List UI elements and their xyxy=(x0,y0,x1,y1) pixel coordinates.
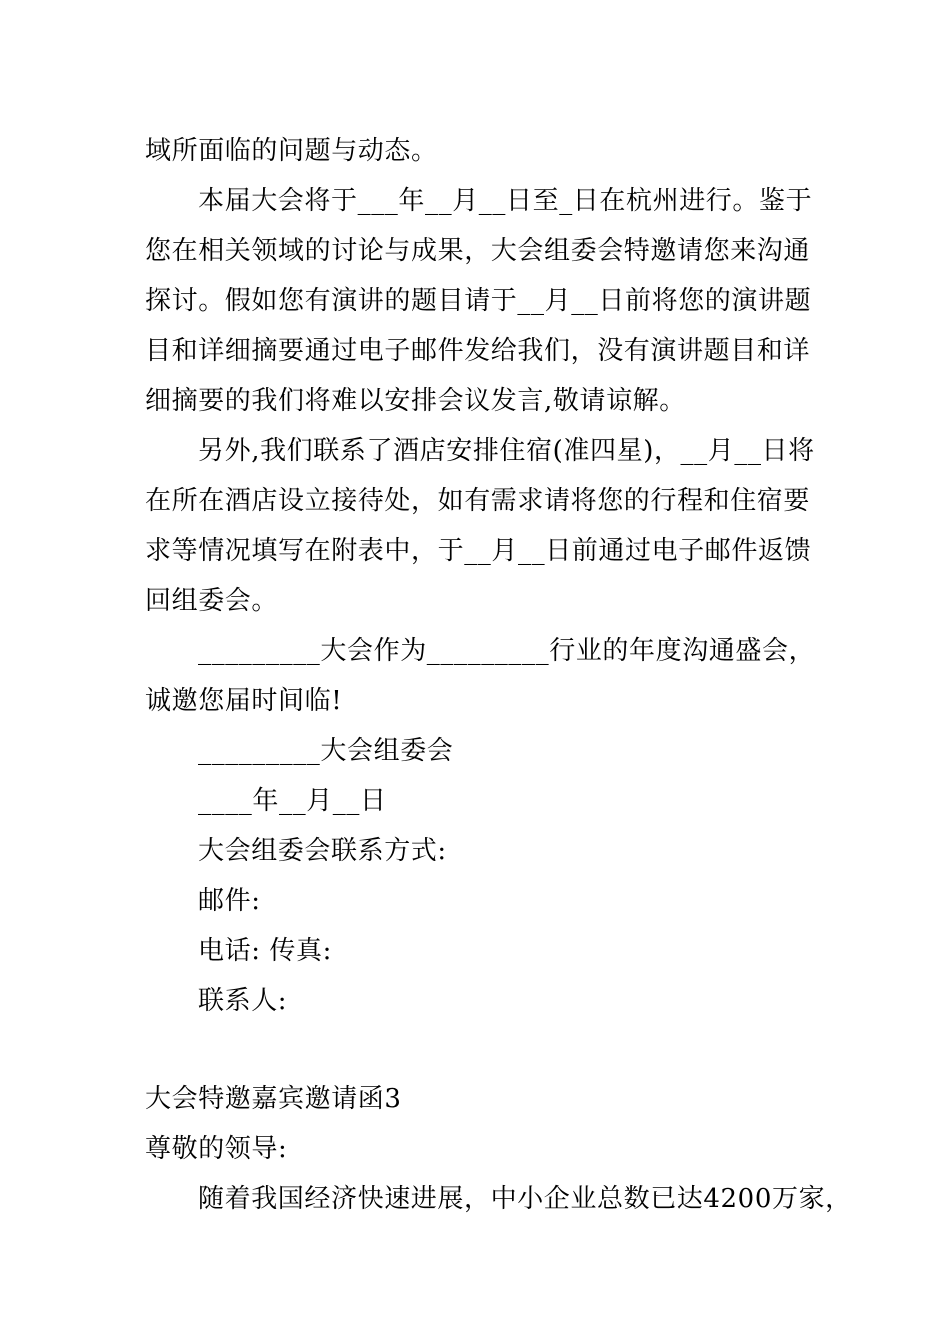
paragraph-line: 域所面临的问题与动态。 xyxy=(145,136,438,166)
paragraph-line: 回组委会。 xyxy=(145,586,279,616)
paragraph-line: 随着我国经济快速进展，中小企业总数已达4200万家， xyxy=(198,1184,852,1214)
paragraph-line: 在所在酒店设立接待处，如有需求请将您的行程和住宿要 xyxy=(145,486,811,516)
paragraph-line: 探讨。假如您有演讲的题目请于__月__日前将您的演讲题 xyxy=(145,286,812,316)
contact-phone-fax: 电话: 传真: xyxy=(198,936,332,966)
signature-organizer: _________大会组委会 xyxy=(198,736,454,766)
contact-email: 邮件: xyxy=(198,886,261,916)
salutation: 尊敬的领导: xyxy=(145,1134,288,1164)
paragraph-line: 求等情况填写在附表中，于__月__日前通过电子邮件返馈 xyxy=(145,536,812,566)
signature-date: ____年__月__日 xyxy=(198,786,387,816)
paragraph-line: 细摘要的我们将难以安排会议发言,敬请谅解。 xyxy=(145,386,686,416)
paragraph-line: 您在相关领域的讨论与成果，大会组委会特邀请您来沟通 xyxy=(145,236,811,266)
paragraph-line: 诚邀您届时间临! xyxy=(145,686,343,716)
section-title: 大会特邀嘉宾邀请函3 xyxy=(145,1084,402,1114)
paragraph-line: 另外,我们联系了酒店安排住宿(准四星)，__月__日将 xyxy=(198,436,815,466)
paragraph-line: _________大会作为_________行业的年度沟通盛会， xyxy=(198,636,816,666)
paragraph-line: 本届大会将于___年__月__日至_日在杭州进行。鉴于 xyxy=(198,186,813,216)
contact-heading: 大会组委会联系方式: xyxy=(198,836,447,866)
contact-person: 联系人: xyxy=(198,986,288,1016)
paragraph-line: 目和详细摘要通过电子邮件发给我们，没有演讲题目和详 xyxy=(145,336,811,366)
